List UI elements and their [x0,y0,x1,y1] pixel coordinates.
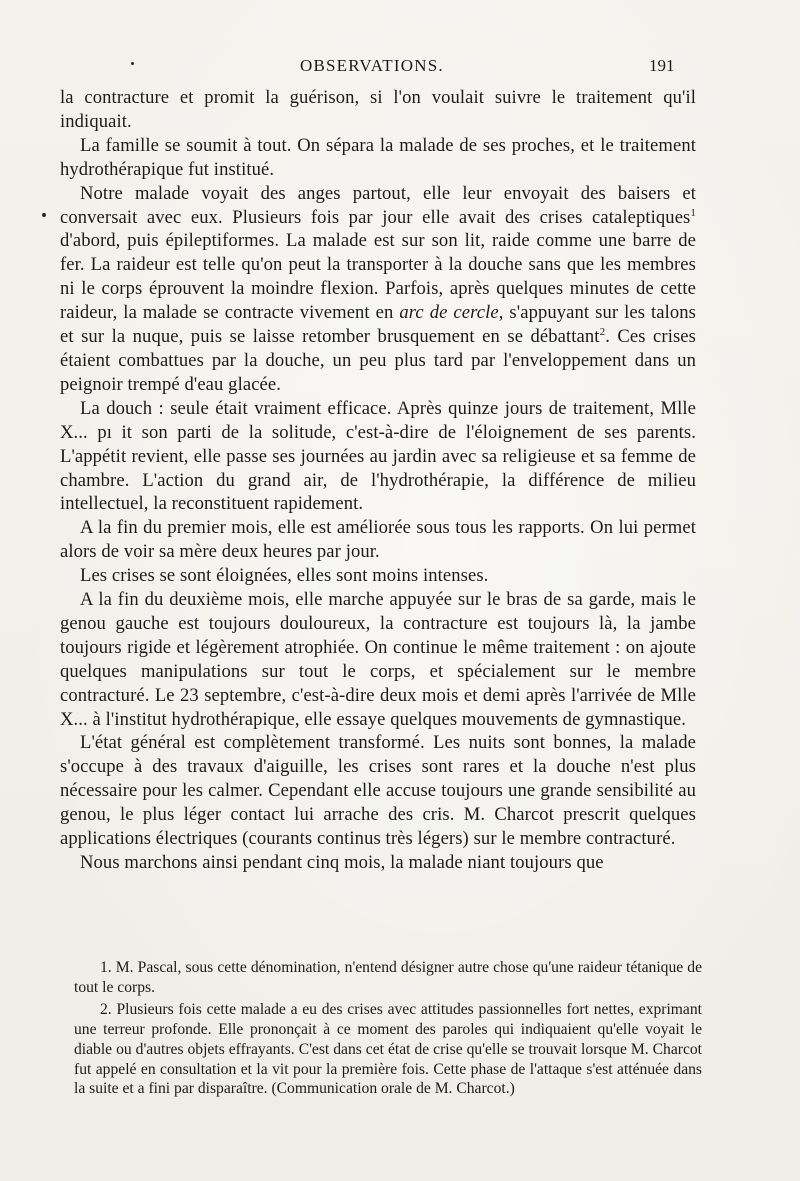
paragraph-2: La famille se soumit à tout. On sépara la malade de ses proches, et le traitement hydrothérapique fut institué. [60,134,696,180]
paragraph-3-part-3: , s'appuyant sur les talons et sur la nuque, puis se laisse retomber brusquement en se débattant [60,302,697,348]
body-text [60,86,696,875]
running-header [0,56,800,78]
paragraph-1: la contracture et promit la guérison, si l'on voulait suivre le traitement qu'il indiquait. [60,87,696,132]
footnotes [74,958,702,1099]
paragraph-9: Nous marchons ainsi pendant cinq mois, la malade niant toujours que [80,852,604,873]
footnote-ref-1: 1 [690,206,696,219]
paragraph-3-emphasis: arc de cercle [399,302,499,324]
paragraph-3 [60,182,696,397]
paragraph-3-part-1: Notre malade voyait des anges partout, elle leur envoyait des baisers et conversait avec eux. Plusieurs fois par jour elle avait des crises cataleptiques [60,182,696,228]
paragraph-8: L'état général est complètement transformé. Les nuits sont bonnes, la malade s'occupe à des travaux d'aiguille, les crises sont rares et la douche n'est plus nécessaire pour les calmer. Cependant elle accuse toujours une grande sensibilité au genou, le plus léger contact lui arrache des cris. M. Charcot prescrit quelques applications électriques (courants continus très légers) sur le membre contracturé. [60,732,696,850]
page-number: 191 [649,56,675,75]
paragraph-4: La douch : seule était vraiment efficace. Après quinze jours de traitement, Mlle X... pı it son parti de la solitude, c'est-à-dire de l'éloignement de ses parents. L'appétit revient, elle passe ses journées au jardin avec sa religieuse et sa femme de chambre. L'action du grand air, de l'hydrothérapie, la différence de milieu intellectuel, la reconstituent rapidement. [60,397,696,515]
paragraph-7: A la fin du deuxième mois, elle marche appuyée sur le bras de sa garde, mais le genou gauche est toujours douloureux, la contracture est toujours là, la jambe toujours rigide et légèrement atrophiée. On continue le même traitement : on ajoute quelques manipulations sur tout le corps, et spécialement sur le membre contracturé. Le 23 septembre, c'est-à-dire deux mois et demi après l'arrivée de Mlle X... à l'institut hydrothérapique, elle essaye quelques mouvements de gymnastique. [60,589,696,730]
footnote-1: 1. M. Pascal, sous cette dénomination, n'entend désigner autre chose qu'une raideur tétanique de tout le corps. [74,959,702,996]
paragraph-5: A la fin du premier mois, elle est améliorée sous tous les rapports. On lui permet alors de voir sa mère deux heures par jour. [60,517,696,563]
paragraph-6: Les crises se sont éloignées, elles sont moins intenses. [80,565,489,587]
footnote-2: 2. Plusieurs fois cette malade a eu des crises avec attitudes passionnelles fort nettes, exprimant une terreur profonde. Elle prononçait à ce moment des paroles qui indiquaient qu'elle voyait le diable ou d'autres objets effrayants. C'est dans cet état de crise qu'elle se trouvait lorsque M. Charcot fut appelé en consultation et la vit pour la première fois. Cette phase de l'attaque s'est atténuée dans la suite et a fini par disparaître. (Communication orale de M. Charcot.) [74,1001,702,1098]
ink-speck [42,213,46,217]
footnote-ref-2: 2 [599,325,606,338]
paragraph-3-part-2: d'abord, puis épileptiformes. La malade est sur son lit, raide comme une barre de fer. La raideur est telle qu'on peut la transporter à la douche sans que les membres ni le corps éprouvent la moindre flexion. Parfois, après quelques minutes de cette raideur, la malade se contracte vivement en [60,230,696,324]
paragraph-3-part-4: . Ces crises étaient combattues par la douche, un peu plus tard par l'enveloppement dans un peignoir trempé d'eau glacée. [60,326,696,395]
ink-speck [131,62,134,65]
running-title: OBSERVATIONS. [300,56,444,75]
